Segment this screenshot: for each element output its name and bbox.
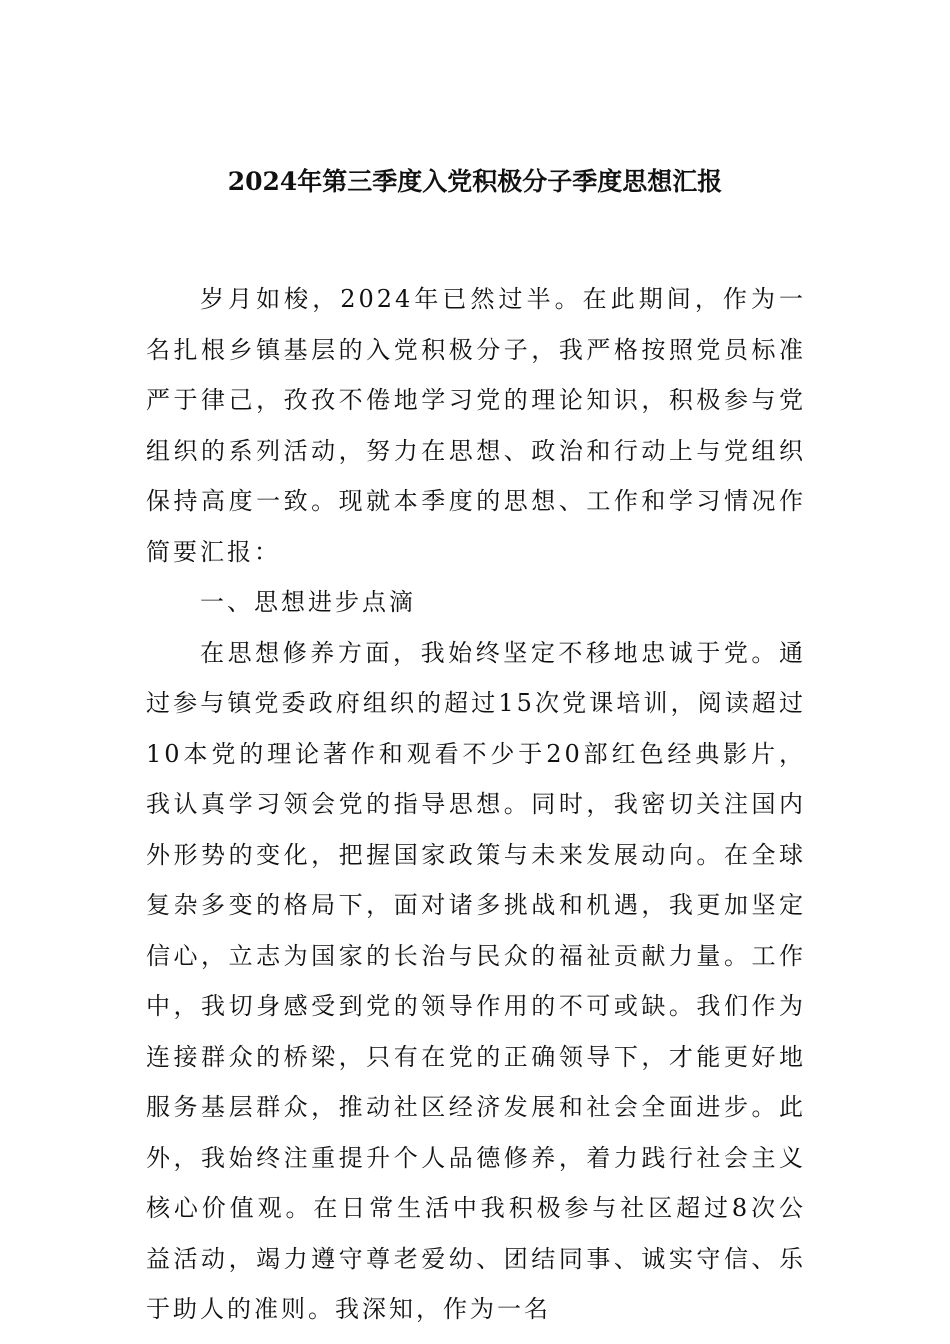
section-heading: 一、思想进步点滴 — [200, 588, 416, 616]
document-body — [146, 274, 806, 1335]
section-paragraph: 在思想修养方面，我始终坚定不移地忠诚于党。通过参与镇党委政府组织的超过15次党课培训，阅读超过10本党的理论著作和观看不少于20部红色经典影片，我认真学习领会党的指导思想。同时，我密切关注国内外形势的变化，把握国家政策与未来发展动向。在全球复杂多变的格局下，面对诸多挑战和机遇，我更加坚定信心，立志为国家的长治与民众的福祉贡献力量。工作中，我切身感受到党的领导作用的不可或缺。我们作为连接群众的桥梁，只有在党的正确领导下，才能更好地服务基层群众，推动社区经济发展和社会全面进步。此外，我始终注重提升个人品德修养，着力践行社会主义核心价值观。在日常生活中我积极参与社区超过8次公益活动，竭力遵守尊老爱幼、团结同事、诚实守信、乐于助人的准则。我深知，作为一名 — [146, 638, 806, 1323]
document-title: 2024年第三季度入党积极分子季度思想汇报 — [227, 167, 723, 196]
intro-paragraph: 岁月如梭，2024年已然过半。在此期间，作为一名扎根乡镇基层的入党积极分子，我严格按照党员标准严于律己，孜孜不倦地学习党的理论知识，积极参与党组织的系列活动，努力在思想、政治和行动上与党组织保持高度一致。现就本季度的思想、工作和学习情况作简要汇报： — [146, 285, 806, 566]
